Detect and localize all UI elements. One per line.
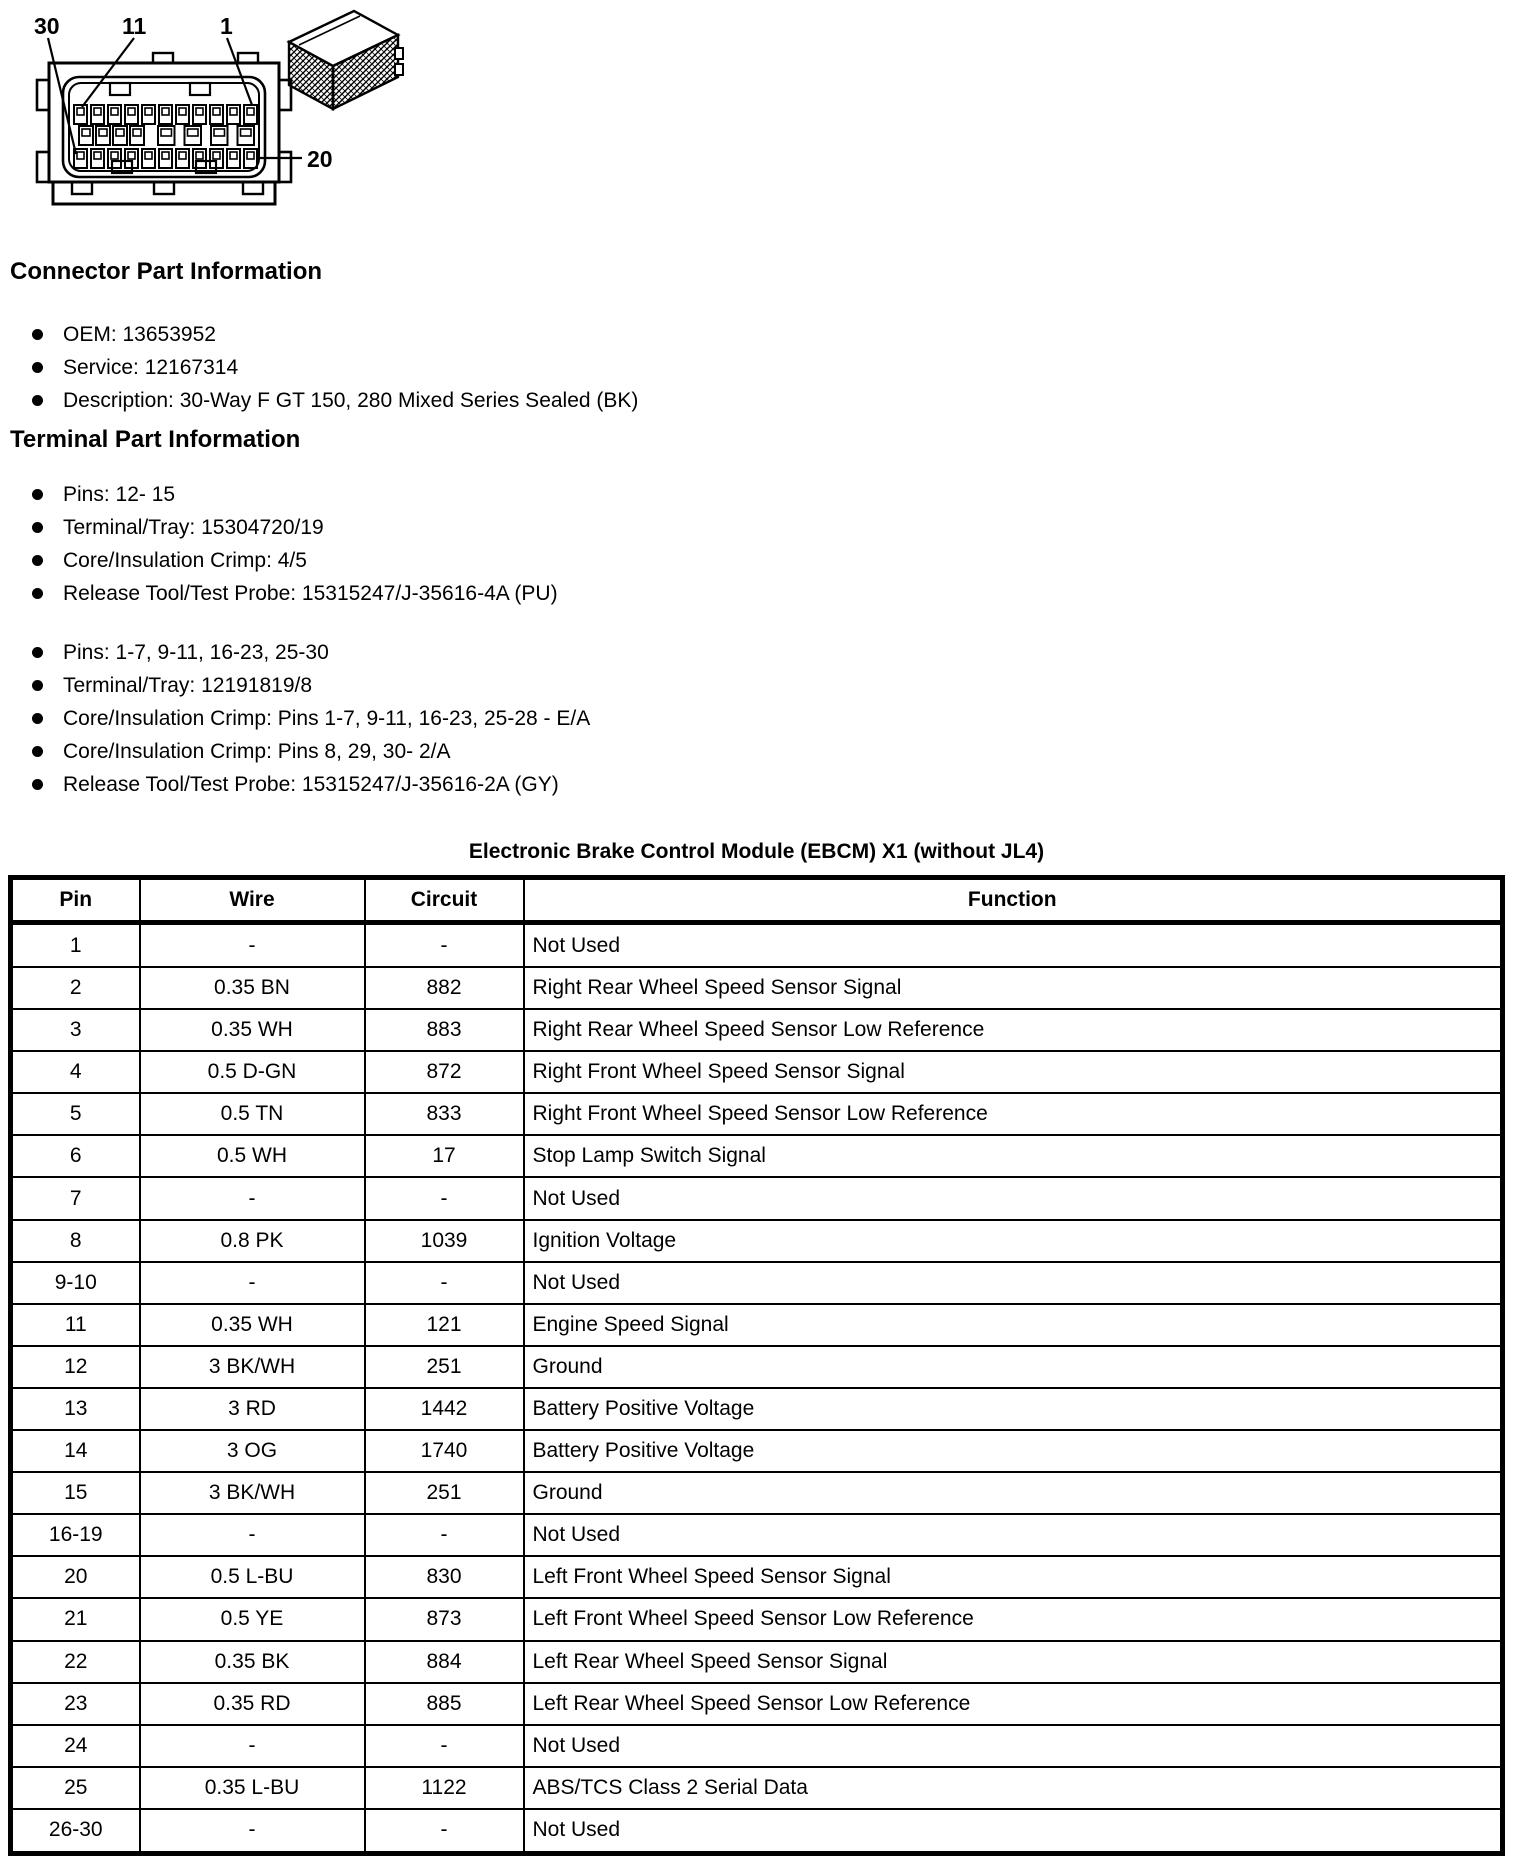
bullet-icon: [32, 779, 43, 790]
cell-wire: 0.8 PK: [140, 1220, 365, 1262]
cell-function: Right Rear Wheel Speed Sensor Signal: [524, 967, 1503, 1009]
cell-wire: 0.5 D-GN: [140, 1051, 365, 1093]
cell-circuit: -: [365, 1514, 524, 1556]
mounting-ear: [279, 152, 291, 182]
cell-circuit: -: [365, 1262, 524, 1304]
bullet-icon: [32, 395, 43, 406]
cell-pin: 7: [11, 1177, 140, 1219]
cell-wire: 0.5 WH: [140, 1135, 365, 1177]
table-row: [11, 1767, 1503, 1809]
bullet-item: [32, 351, 638, 384]
cell-function: Left Rear Wheel Speed Sensor Low Reference: [524, 1683, 1503, 1725]
callout-label-pin20: 20: [307, 146, 333, 172]
cell-circuit: -: [365, 1177, 524, 1219]
cell-function: Ignition Voltage: [524, 1220, 1503, 1262]
terminal-pins: [74, 105, 257, 168]
cell-pin: 5: [11, 1093, 140, 1135]
bullet-item: [32, 511, 558, 544]
section-heading-connector-part-information: Connector Part Information: [10, 258, 323, 285]
cell-wire: 0.35 BN: [140, 967, 365, 1009]
cell-pin: 15: [11, 1472, 140, 1514]
bullet-text: Description: 30-Way F GT 150, 280 Mixed Series Sealed (BK): [63, 388, 639, 412]
cell-circuit: 121: [365, 1304, 524, 1346]
cell-pin: 4: [11, 1051, 140, 1093]
cell-circuit: 1740: [365, 1430, 524, 1472]
cell-wire: 3 BK/WH: [140, 1472, 365, 1514]
cell-circuit: 884: [365, 1641, 524, 1683]
cell-pin: 8: [11, 1220, 140, 1262]
table-row: [11, 1430, 1503, 1472]
cell-wire: -: [140, 1809, 365, 1854]
cell-function: Not Used: [524, 923, 1503, 968]
pinout-table: [8, 875, 1505, 1856]
column-header-circuit: Circuit: [365, 878, 524, 923]
cell-function: Ground: [524, 1346, 1503, 1388]
column-header-wire: Wire: [140, 878, 365, 923]
bullet-icon: [32, 522, 43, 533]
cell-circuit: 873: [365, 1598, 524, 1640]
cell-pin: 1: [11, 923, 140, 968]
bullet-icon: [32, 489, 43, 500]
cell-pin: 24: [11, 1725, 140, 1767]
bullet-item: [32, 384, 638, 417]
cell-circuit: 251: [365, 1346, 524, 1388]
pinout-table-body: [11, 923, 1503, 1854]
cell-pin: 23: [11, 1683, 140, 1725]
table-row: [11, 1009, 1503, 1051]
cell-circuit: 17: [365, 1135, 524, 1177]
mounting-ear: [37, 152, 49, 182]
bullet-icon: [32, 713, 43, 724]
section-heading-terminal-part-information: Terminal Part Information: [10, 426, 301, 453]
table-row: [11, 1809, 1503, 1854]
bullet-text: Release Tool/Test Probe: 15315247/J-35616-2A (GY): [63, 772, 559, 796]
cell-pin: 26-30: [11, 1809, 140, 1854]
cell-function: Not Used: [524, 1514, 1503, 1556]
cell-function: Ground: [524, 1472, 1503, 1514]
cell-function: Right Front Wheel Speed Sensor Low Reference: [524, 1093, 1503, 1135]
cell-wire: 0.35 WH: [140, 1304, 365, 1346]
cell-function: Left Front Wheel Speed Sensor Signal: [524, 1556, 1503, 1598]
table-row: [11, 1346, 1503, 1388]
table-row: [11, 1725, 1503, 1767]
column-header-pin: Pin: [11, 878, 140, 923]
cell-circuit: 830: [365, 1556, 524, 1598]
cell-wire: 0.35 L-BU: [140, 1767, 365, 1809]
cell-wire: -: [140, 1262, 365, 1304]
terminal-info-list-group2: [32, 636, 590, 801]
cell-pin: 3: [11, 1009, 140, 1051]
bullet-item: [32, 544, 558, 577]
table-row: [11, 1177, 1503, 1219]
cell-circuit: 1122: [365, 1767, 524, 1809]
cell-pin: 22: [11, 1641, 140, 1683]
cell-wire: 3 OG: [140, 1430, 365, 1472]
bullet-icon: [32, 588, 43, 599]
cell-function: Stop Lamp Switch Signal: [524, 1135, 1503, 1177]
cell-pin: 20: [11, 1556, 140, 1598]
bullet-text: OEM: 13653952: [63, 322, 216, 346]
cell-circuit: 885: [365, 1683, 524, 1725]
cell-circuit: 1039: [365, 1220, 524, 1262]
cell-pin: 6: [11, 1135, 140, 1177]
bullet-text: Pins: 12- 15: [63, 482, 176, 506]
cell-circuit: -: [365, 1809, 524, 1854]
cell-function: ABS/TCS Class 2 Serial Data: [524, 1767, 1503, 1809]
bullet-icon: [32, 555, 43, 566]
bullet-text: Release Tool/Test Probe: 15315247/J-35616-4A (PU): [63, 581, 558, 605]
cell-function: Right Rear Wheel Speed Sensor Low Reference: [524, 1009, 1503, 1051]
cell-wire: -: [140, 1725, 365, 1767]
cell-wire: 0.35 WH: [140, 1009, 365, 1051]
callout-label-pin30: 30: [34, 13, 60, 39]
cell-circuit: 833: [365, 1093, 524, 1135]
cell-wire: -: [140, 1177, 365, 1219]
cell-wire: 0.5 YE: [140, 1598, 365, 1640]
cell-pin: 16-19: [11, 1514, 140, 1556]
cell-function: Left Front Wheel Speed Sensor Low Reference: [524, 1598, 1503, 1640]
cell-wire: 0.35 BK: [140, 1641, 365, 1683]
cell-circuit: 872: [365, 1051, 524, 1093]
cell-pin: 2: [11, 967, 140, 1009]
table-row: [11, 1220, 1503, 1262]
bullet-item: [32, 577, 558, 610]
bullet-item: [32, 768, 590, 801]
table-row: [11, 1262, 1503, 1304]
bullet-icon: [32, 680, 43, 691]
table-row: [11, 967, 1503, 1009]
bullet-icon: [32, 647, 43, 658]
table-title: Electronic Brake Control Module (EBCM) X1 (without JL4): [468, 840, 1045, 863]
cell-pin: 14: [11, 1430, 140, 1472]
bullet-item: [32, 478, 558, 511]
cell-wire: 0.5 TN: [140, 1093, 365, 1135]
cell-function: Battery Positive Voltage: [524, 1388, 1503, 1430]
cell-function: Left Rear Wheel Speed Sensor Signal: [524, 1641, 1503, 1683]
cell-pin: 12: [11, 1346, 140, 1388]
table-row: [11, 1683, 1503, 1725]
table-row: [11, 1388, 1503, 1430]
bullet-item: [32, 702, 590, 735]
bullet-item: [32, 318, 638, 351]
cell-circuit: 883: [365, 1009, 524, 1051]
table-row: [11, 1598, 1503, 1640]
bullet-icon: [32, 362, 43, 373]
cell-pin: 9-10: [11, 1262, 140, 1304]
bullet-item: [32, 735, 590, 768]
mounting-ear: [37, 80, 49, 110]
cell-wire: 3 RD: [140, 1388, 365, 1430]
cell-function: Engine Speed Signal: [524, 1304, 1503, 1346]
table-row: [11, 1556, 1503, 1598]
cell-wire: -: [140, 923, 365, 968]
cell-circuit: -: [365, 923, 524, 968]
bullet-icon: [32, 746, 43, 757]
bullet-item: [32, 636, 590, 669]
connector-diagram: [6, 4, 406, 218]
cell-function: Battery Positive Voltage: [524, 1430, 1503, 1472]
bullet-item: [32, 669, 590, 702]
bullet-text: Pins: 1-7, 9-11, 16-23, 25-30: [63, 640, 329, 664]
table-row: [11, 1514, 1503, 1556]
cell-function: Not Used: [524, 1809, 1503, 1854]
table-header-row: [11, 878, 1503, 923]
connector-face-view: [6, 4, 406, 218]
table-row: [11, 1304, 1503, 1346]
connector-info-list: [32, 318, 638, 417]
cell-pin: 21: [11, 1598, 140, 1640]
table-row: [11, 1093, 1503, 1135]
cell-wire: 0.35 RD: [140, 1683, 365, 1725]
cell-function: Not Used: [524, 1262, 1503, 1304]
cell-function: Not Used: [524, 1725, 1503, 1767]
bullet-text: Service: 12167314: [63, 355, 239, 379]
connector-isometric-view: [289, 11, 403, 109]
bullet-text: Terminal/Tray: 12191819/8: [63, 673, 313, 697]
cell-wire: -: [140, 1514, 365, 1556]
bullet-text: Core/Insulation Crimp: Pins 1-7, 9-11, 16-23, 25-28 - E/A: [63, 706, 591, 730]
cell-pin: 25: [11, 1767, 140, 1809]
cell-wire: 3 BK/WH: [140, 1346, 365, 1388]
cell-circuit: 1442: [365, 1388, 524, 1430]
table-row: [11, 1641, 1503, 1683]
callout-label-pin11: 11: [122, 13, 147, 39]
cell-circuit: 251: [365, 1472, 524, 1514]
bullet-text: Core/Insulation Crimp: Pins 8, 29, 30- 2/A: [63, 739, 451, 763]
bullet-text: Terminal/Tray: 15304720/19: [63, 515, 324, 539]
cell-pin: 11: [11, 1304, 140, 1346]
cell-wire: 0.5 L-BU: [140, 1556, 365, 1598]
bullet-icon: [32, 329, 43, 340]
bullet-text: Core/Insulation Crimp: 4/5: [63, 548, 307, 572]
cell-function: Right Front Wheel Speed Sensor Signal: [524, 1051, 1503, 1093]
cell-circuit: -: [365, 1725, 524, 1767]
table-row: [11, 1135, 1503, 1177]
cell-circuit: 882: [365, 967, 524, 1009]
table-row: [11, 923, 1503, 968]
cell-function: Not Used: [524, 1177, 1503, 1219]
table-row: [11, 1051, 1503, 1093]
column-header-function: Function: [524, 878, 1503, 923]
terminal-info-list-group1: [32, 478, 558, 610]
callout-label-pin1: 1: [220, 13, 233, 39]
table-row: [11, 1472, 1503, 1514]
cell-pin: 13: [11, 1388, 140, 1430]
